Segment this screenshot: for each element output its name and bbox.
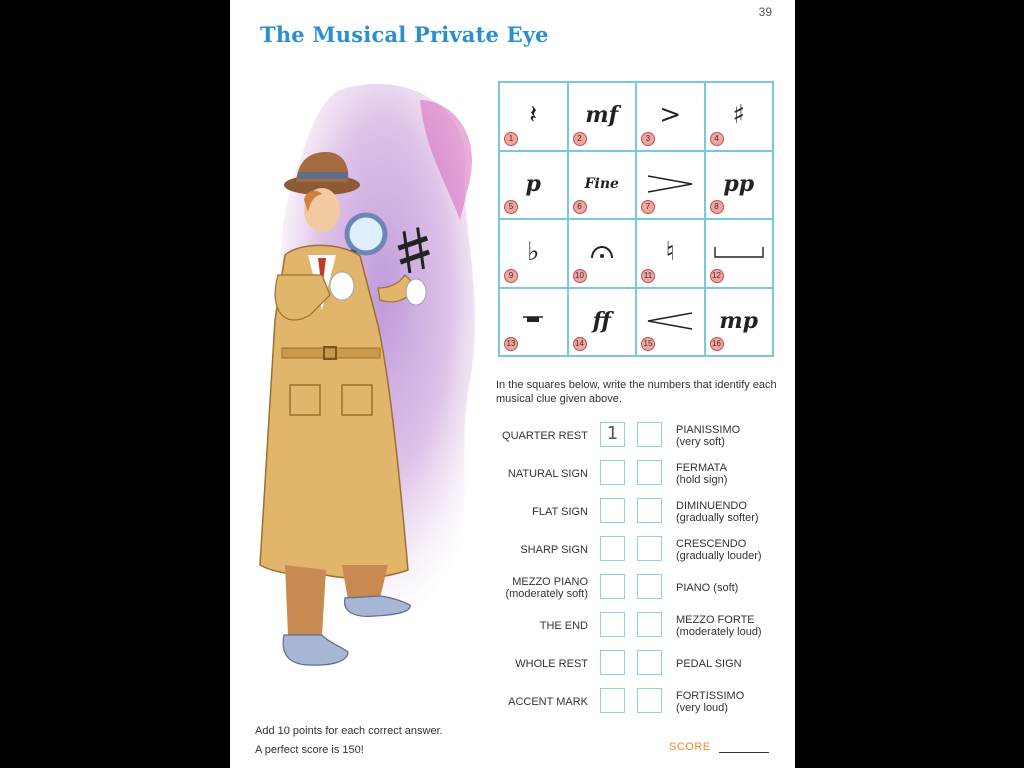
answer-row <box>492 496 792 528</box>
clue-symbol: ♯ <box>732 100 746 130</box>
page-title: The Musical Private Eye <box>260 22 549 47</box>
left-term-line: FLAT SIGN <box>532 506 588 518</box>
left-answer-box[interactable] <box>600 688 625 713</box>
clue-symbol <box>637 162 704 206</box>
score-label: SCORE <box>669 741 711 753</box>
instructions: In the squares below, write the numbers that identify each musical clue given above. <box>496 379 777 405</box>
left-term-line: ACCENT MARK <box>508 696 588 708</box>
grid-cell <box>568 82 637 151</box>
right-term-label <box>676 534 792 566</box>
clue-number-badge: 13 <box>504 337 518 351</box>
right-term-line: (very soft) <box>676 436 725 448</box>
footer-line-2: A perfect score is 150! <box>255 744 364 756</box>
right-answer-box[interactable] <box>637 460 662 485</box>
worksheet-page <box>230 0 795 768</box>
clue-symbol: > <box>659 100 682 130</box>
grid-cell <box>568 288 637 357</box>
left-term-line: QUARTER REST <box>502 430 588 442</box>
right-term-line: (gradually louder) <box>676 550 762 562</box>
right-term-label <box>676 648 792 680</box>
right-term-line: DIMINUENDO <box>676 500 747 512</box>
grid-cell <box>705 288 774 357</box>
right-term-line: (gradually softer) <box>676 512 759 524</box>
grid-cell <box>636 219 705 288</box>
grid-cell <box>636 288 705 357</box>
right-term-line: (moderately loud) <box>676 626 762 638</box>
left-term-label <box>492 648 588 680</box>
left-term-label <box>492 420 588 452</box>
grid-cell <box>636 82 705 151</box>
right-term-line: PIANO (soft) <box>676 582 739 594</box>
answer-row <box>492 458 792 490</box>
left-term-line: THE END <box>539 620 588 632</box>
right-term-label <box>676 610 792 642</box>
answer-row <box>492 534 792 566</box>
right-answer-box[interactable] <box>637 688 662 713</box>
right-term-line: FERMATA <box>676 462 727 474</box>
clue-number-badge: 4 <box>710 132 724 146</box>
left-term-label <box>492 496 588 528</box>
left-answer-box[interactable] <box>600 612 625 637</box>
grid-cell <box>499 288 568 357</box>
clue-symbol: mp <box>719 307 759 334</box>
detective-magnifier-icon <box>230 60 495 700</box>
clue-number-badge: 10 <box>573 269 587 283</box>
left-term-label <box>492 534 588 566</box>
right-answer-box[interactable] <box>637 536 662 561</box>
grid-cell <box>499 219 568 288</box>
left-term-label <box>492 572 588 604</box>
right-answer-box[interactable] <box>637 422 662 447</box>
right-term-line: CRESCENDO <box>676 538 747 550</box>
clue-symbol: mf <box>585 102 619 128</box>
clue-symbol: ff <box>592 307 611 334</box>
answer-row <box>492 420 792 452</box>
clue-number-badge: 15 <box>641 337 655 351</box>
grid-cell <box>568 151 637 220</box>
grid-cell <box>705 219 774 288</box>
left-term-line: WHOLE REST <box>515 658 588 670</box>
footer-text <box>255 722 443 760</box>
right-term-line: FORTISSIMO <box>676 690 745 702</box>
left-term-line: (moderately soft) <box>505 588 588 600</box>
clue-symbol <box>500 299 567 343</box>
left-answer-box[interactable] <box>600 574 625 599</box>
left-answer-box[interactable] <box>600 498 625 523</box>
left-term-line: SHARP SIGN <box>520 544 588 556</box>
right-term-label <box>676 420 792 452</box>
left-answer-box[interactable]: 1 <box>600 422 625 447</box>
left-term-line: MEZZO PIANO <box>512 576 588 588</box>
right-answer-box[interactable] <box>637 612 662 637</box>
clue-number-badge: 11 <box>641 269 655 283</box>
clue-number-badge: 14 <box>573 337 587 351</box>
clue-symbol: p <box>525 170 541 197</box>
right-term-label <box>676 686 792 718</box>
right-term-line: (very loud) <box>676 702 728 714</box>
right-answer-box[interactable] <box>637 574 662 599</box>
clue-number-badge: 1 <box>504 132 518 146</box>
right-answer-box[interactable] <box>637 498 662 523</box>
clue-symbol <box>569 230 636 274</box>
answer-row <box>492 686 792 718</box>
right-term-line: MEZZO FORTE <box>676 614 755 626</box>
grid-cell <box>499 151 568 220</box>
clue-symbol <box>637 299 704 343</box>
answer-row <box>492 572 792 604</box>
grid-cell <box>499 82 568 151</box>
clue-symbol <box>706 230 773 274</box>
right-term-line: PEDAL SIGN <box>676 658 742 670</box>
left-term-label <box>492 686 588 718</box>
clue-number-badge: 12 <box>710 269 724 283</box>
left-answer-box[interactable] <box>600 536 625 561</box>
clue-number-badge: 9 <box>504 269 518 283</box>
grid-cell <box>636 151 705 220</box>
clue-symbol: pp <box>723 170 755 197</box>
answer-row <box>492 610 792 642</box>
clue-number-badge: 16 <box>710 337 724 351</box>
grid-cell <box>705 82 774 151</box>
answer-row <box>492 648 792 680</box>
left-term-label <box>492 458 588 490</box>
left-answer-box[interactable] <box>600 650 625 675</box>
right-term-line: (hold sign) <box>676 474 728 486</box>
footer-line-1: Add 10 points for each correct answer. <box>255 725 443 737</box>
clue-symbol: Fine <box>584 175 619 192</box>
clue-symbol: ♭ <box>527 237 540 267</box>
score-input-line[interactable] <box>719 752 769 753</box>
clue-number-badge: 8 <box>710 200 724 214</box>
clue-number-badge: 3 <box>641 132 655 146</box>
right-term-label <box>676 572 792 604</box>
right-answer-box[interactable] <box>637 650 662 675</box>
clue-symbol: 𝄽 <box>529 99 538 130</box>
left-answer-box[interactable] <box>600 460 625 485</box>
clue-number-badge: 6 <box>573 200 587 214</box>
clue-symbol: ♮ <box>665 237 675 267</box>
right-term-label <box>676 458 792 490</box>
clue-number-badge: 5 <box>504 200 518 214</box>
left-term-line: NATURAL SIGN <box>507 468 588 480</box>
right-term-label <box>676 496 792 528</box>
symbol-grid <box>498 81 774 357</box>
right-term-line: PIANISSIMO <box>676 424 741 436</box>
grid-cell <box>568 219 637 288</box>
left-term-label <box>492 610 588 642</box>
grid-cell <box>705 151 774 220</box>
page-number: 39 <box>758 5 772 19</box>
clue-number-badge: 2 <box>573 132 587 146</box>
clue-number-badge: 7 <box>641 200 655 214</box>
